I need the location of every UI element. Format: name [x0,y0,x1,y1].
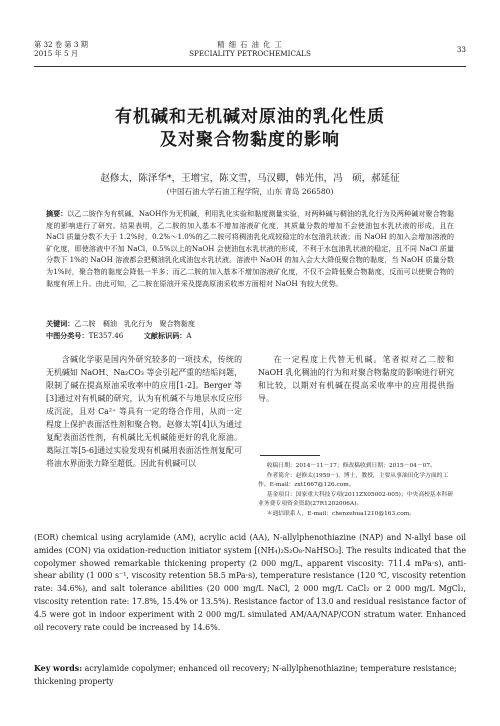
footnote-received: 收稿日期：2014－11－17；修改稿收到日期：2015－04－07。 [266,463,436,469]
footnote-funding: 基金项目：国家重大科技专项(2011ZX05002-005)；中央高校基本科研业务费专项资金资助(27R1202006A)。 [258,491,454,508]
doc-code-value: A [186,331,192,340]
header-date: 2015 年 5 月 [34,49,79,58]
header-page-number: 33 [456,45,466,54]
article-title-line2: 及对聚合物黏度的影响 [160,130,340,150]
running-header [34,40,466,62]
header-journal-name [34,40,466,58]
keywords-label: 关键词： [46,319,75,328]
keywords-text: 乙二胺 稠油 乳化行为 聚合物黏度 [74,319,195,328]
header-journal-cn: 精 细 石 油 化 工 [217,40,283,49]
article-title-line1: 有机碱和无机碱对原油的乳化性质 [115,107,385,127]
author-list: 赵修太，陈泽华*，王增宝，陈文雪，马汉卿，韩光伟，冯 硕，郝延征 [100,173,400,184]
classification-line [46,330,454,342]
footnote-author-bio: 作者简介：赵修太(1959－)，博士，教授，主要从事油田化学方面的工作。E-mail：zxt1667@126.com。 [258,472,449,489]
author-affiliation: (中国石油大学石油工程学院，山东 青岛 266580) [166,187,334,196]
clc-label: 中图分类号： [46,331,89,340]
english-keywords-text: acrylamide copolymer; enhanced oil recovery; N-allylphenothiazine; temperature resistance; thickening property [34,664,457,686]
english-abstract: (EOR) chemical using acrylamide (AM), acrylic acid (AA), N-allylphenothiazine (NAP) and N-allyl base oil amides (CON) via oxidation-reduction initiator system [(NH₄)₂S₂O₈-NaHSO₃]. The results indicated that the copolymer showed remarkable thickening property (2 000 mg/L, apparent viscosity: 711.4 mPa·s), anti-shear ability (1 000 s⁻¹, viscosity retention 58.5 mPa·s), temperature resistance (120 ℃, viscosity retention rate: 34.6%), and salt tolerance abilities (20 000 mg/L NaCl, 2 000 mg/L CaCl₂ or 2 000 mg/L MgCl₂, viscosity retention rate: 17.8%, 15.4% or 13.5%). Resistance factor of 13.0 and residual resistance factor of 4.5 were got in indoor experiment with 2 000 mg/L simulated AM/AA/NAP/CON stratum water. Enhanced oil recovery rate could be increased by 14.6%. [34,533,466,632]
body-text-right-column: 在一定程度上代替无机碱。笔者拟对乙二胺和 NaOH 乳化稠油的行为和对聚合物黏度的影响进行研究和比较，以期对有机碱在提高采收率中的应用提供指导。 [258,355,454,403]
chinese-keywords [46,318,454,330]
abstract-label: 摘要： [46,209,68,218]
footnote-divider [260,455,320,456]
footnote-block [258,462,454,520]
english-keywords-label: Key words: [34,664,83,673]
chinese-abstract [46,208,454,289]
abstract-text: 以乙二胺作为有机碱，NaOH作为无机碱，利用乳化实验和黏度测量实验，对两种碱与稠油的乳化行为及两种碱对聚合物黏度的影响进行了研究。结果表明，乙二胺的加入基本不增加溶液矿化度，其质量分数的增加不会使油包水乳状液的形成，且在 NaCl 质量分数不大于 1.2%时，0.2%～1.0%的乙二胺可将稠油乳化成较稳定的水包油乳状液；而 NaOH 的加入会增加溶液的矿化度，即使溶液中不加 NaCl，0.5%以上的NaOH 会使油包水乳状液的形成，不利于水包油乳状液的稳定，且不同 NaCl 质量分数下 1%的 NaOH 溶液都会把稠油乳化成油包水乳状液。溶液中 NaOH 的加入会大大降低聚合物的黏度，当 NaOH 质量分数为1%时，聚合物的黏度会降低一半多；而乙二胺的加入基本不增加溶液矿化度，不仅不会降低聚合物黏度，反而可以使聚合物的黏度有所上升。由此可知，乙二胺在原油开采及提高原油采收率方面相对 NaOH 有较大优势。 [46,209,454,288]
doc-code-label: 文献标识码： [143,331,187,340]
clc-value: TE357.46 [88,331,124,340]
header-journal-en: SPECIALITY PETROCHEMICALS [189,49,311,58]
body-text-left-column: 含碱化学驱是国内外研究较多的一项技术，传统的无机碱如 NaOH、Na₂CO₃ 等会引起严重的结垢问题，限制了碱在提高原油采收率中的应用[1-2]。Berger 等[3]通过对有机碱的研究，认为有机碱不与地层水反应形成沉淀，且对 Ca²⁺ 等具有一定的络合作用，从而一定程度上保护表面活性剂和聚合物。赵修太等[4]认为通过复配表面活性剂，有机碱比无机碱能更好的乳化原油。葛际江等[5-6]通过实验发现有机碱用表面活性剂复配可将油水界面张力降至超低。因此有机碱可以 [46,355,242,468]
footnote-corresponding: ＊通信联系人，E-mail：chenzehua1210@163.com。 [266,510,416,517]
header-divider [34,66,466,67]
english-keywords [34,663,466,689]
article-title [0,106,500,152]
header-volume: 第 32 卷 第 3 期 [34,40,88,49]
